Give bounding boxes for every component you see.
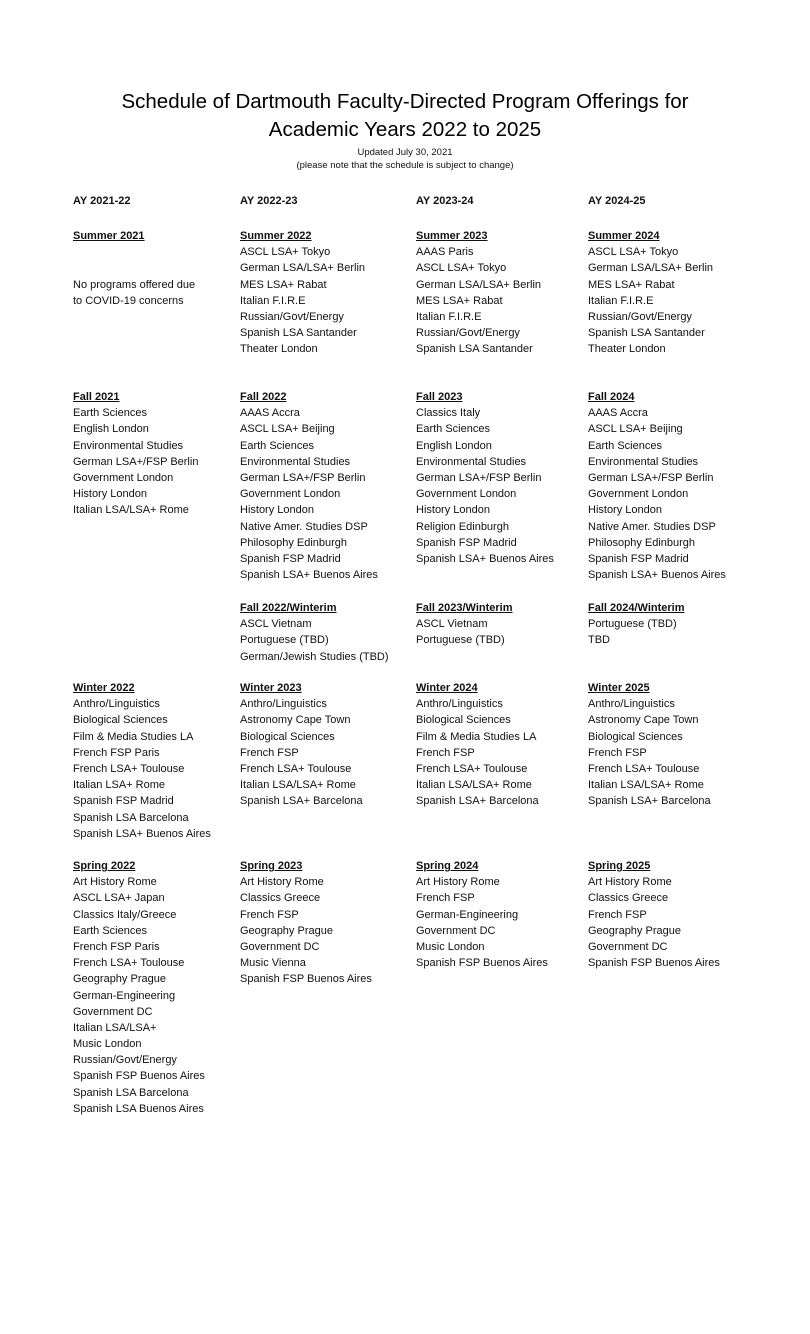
program-item: Classics Greece [588, 892, 669, 905]
program-item: Art History Rome [588, 876, 672, 889]
program-item: Spanish LSA+ Barcelona [240, 795, 363, 808]
fall-term-block [73, 389, 198, 519]
program-item: Biological Sciences [416, 714, 511, 727]
program-item: AAAS Accra [240, 407, 300, 420]
winter-term-block [416, 680, 539, 810]
program-item: French FSP [588, 908, 647, 921]
program-item: Spanish FSP Madrid [240, 552, 341, 565]
program-item: Russian/Govt/Energy [416, 327, 520, 340]
program-item [73, 260, 195, 276]
program-item: ASCL Vietnam [416, 618, 488, 631]
spring-term-block [588, 858, 720, 971]
program-item: Earth Sciences [73, 407, 147, 420]
program-item: Environmental Studies [416, 455, 527, 468]
program-item: Biological Sciences [73, 714, 168, 727]
program-item: Italian F.I.R.E [588, 294, 654, 307]
term-heading: Fall 2024/Winterim [588, 602, 685, 614]
program-item: French LSA+ Toulouse [240, 762, 352, 775]
program-item: Italian LSA/LSA+ Rome [73, 504, 189, 517]
winterim-term-block [588, 600, 685, 649]
program-item: Theater London [240, 343, 318, 356]
program-item: ASCL LSA+ Beijing [240, 423, 335, 436]
program-item: German LSA+/FSP Berlin [240, 471, 366, 484]
program-item: Government DC [240, 940, 320, 953]
program-item: Music London [416, 940, 485, 953]
program-item: Music London [73, 1038, 142, 1051]
summer-term-block [588, 228, 713, 358]
program-item: Italian LSA/LSA+ Rome [588, 779, 704, 792]
winter-term-block [240, 680, 363, 810]
program-item: German LSA+/FSP Berlin [588, 471, 714, 484]
program-item: English London [416, 439, 492, 452]
winter-term-block [588, 680, 711, 810]
program-item: French LSA+ Toulouse [73, 762, 185, 775]
subtitle [0, 146, 810, 172]
program-item: Spanish LSA Santander [240, 327, 357, 340]
program-item: Philosophy Edinburgh [240, 536, 348, 549]
program-item: Native Amer. Studies DSP [588, 520, 716, 533]
program-item: Spanish FSP Madrid [416, 536, 517, 549]
term-heading: Fall 2022 [240, 391, 287, 403]
spring-term-block [73, 858, 205, 1117]
program-item: MES LSA+ Rabat [240, 278, 327, 291]
program-item: English London [73, 423, 149, 436]
program-item: Film & Media Studies LA [73, 730, 194, 743]
program-item: ASCL LSA+ Beijing [588, 423, 683, 436]
program-item: Government London [73, 471, 174, 484]
program-item: Geography Prague [240, 924, 333, 937]
program-item: ASCL LSA+ Japan [73, 892, 165, 905]
program-item: Earth Sciences [240, 439, 314, 452]
winter-term-block [73, 680, 211, 842]
program-item: Anthro/Linguistics [416, 698, 503, 711]
program-item: Government London [588, 488, 689, 501]
term-heading: Fall 2023 [416, 391, 463, 403]
term-heading: Winter 2025 [588, 682, 650, 694]
academic-year-heading: AY 2024-25 [588, 195, 646, 207]
program-item: Biological Sciences [588, 730, 683, 743]
term-heading: Summer 2024 [588, 230, 660, 242]
program-item: Italian LSA/LSA+ Rome [240, 779, 356, 792]
program-item: Earth Sciences [416, 423, 490, 436]
term-heading: Fall 2021 [73, 391, 120, 403]
program-item: French FSP [240, 908, 299, 921]
document-title [0, 88, 810, 144]
program-item: Government London [416, 488, 517, 501]
program-item: Environmental Studies [73, 439, 184, 452]
term-heading: Fall 2024 [588, 391, 635, 403]
program-item: Government London [240, 488, 341, 501]
program-item: to COVID-19 concerns [73, 294, 184, 307]
title-line-2: Academic Years 2022 to 2025 [268, 118, 542, 141]
program-item: History London [588, 504, 662, 517]
program-item: Music Vienna [240, 957, 306, 970]
program-item: No programs offered due [73, 278, 196, 291]
program-item: Astronomy Cape Town [240, 714, 351, 727]
program-item: Religion Edinburgh [416, 520, 509, 533]
program-item: German LSA/LSA+ Berlin [588, 262, 714, 275]
term-heading: Winter 2022 [73, 682, 135, 694]
summer-term-block [73, 228, 195, 309]
program-item: History London [240, 504, 314, 517]
program-item: French FSP [416, 746, 475, 759]
program-item: Government DC [416, 924, 496, 937]
fall-term-block [240, 389, 378, 583]
term-heading: Spring 2022 [73, 860, 136, 872]
program-item: Russian/Govt/Energy [240, 310, 344, 323]
program-item: TBD [588, 634, 610, 647]
term-heading: Spring 2023 [240, 860, 303, 872]
program-item: Classics Greece [240, 892, 321, 905]
program-item: French FSP Paris [73, 746, 160, 759]
program-item: Russian/Govt/Energy [588, 310, 692, 323]
term-heading: Fall 2023/Winterim [416, 602, 513, 614]
program-item: German LSA/LSA+ Berlin [240, 262, 366, 275]
program-item: Biological Sciences [240, 730, 335, 743]
program-item: French FSP [240, 746, 299, 759]
program-item: Spanish FSP Buenos Aires [73, 1070, 205, 1083]
program-item: Russian/Govt/Energy [73, 1054, 177, 1067]
fall-term-block [588, 389, 726, 583]
program-item: Spanish LSA Buenos Aires [73, 1102, 204, 1115]
program-item [73, 244, 195, 260]
program-item: Spanish LSA Barcelona [73, 1086, 189, 1099]
title-line-1: Schedule of Dartmouth Faculty-Directed Program Offerings for [121, 90, 689, 113]
program-item: Government DC [588, 940, 668, 953]
program-item: Italian LSA/LSA+ [73, 1021, 157, 1034]
program-item: Italian F.I.R.E [240, 294, 306, 307]
program-item: Spanish LSA+ Buenos Aires [73, 827, 211, 840]
program-item: Philosophy Edinburgh [588, 536, 696, 549]
updated-date: Updated July 30, 2021 [357, 147, 453, 158]
summer-term-block [240, 228, 365, 358]
program-item: Italian LSA/LSA+ Rome [416, 779, 532, 792]
program-item: Italian LSA+ Rome [73, 779, 166, 792]
program-item: MES LSA+ Rabat [588, 278, 675, 291]
program-item: Art History Rome [416, 876, 500, 889]
academic-year-heading: AY 2021-22 [73, 195, 131, 207]
program-item: Spanish FSP Madrid [73, 795, 174, 808]
program-item: AAAS Accra [588, 407, 648, 420]
program-item: Geography Prague [73, 973, 166, 986]
program-item: German LSA+/FSP Berlin [416, 471, 542, 484]
program-item: Spanish LSA+ Buenos Aires [416, 552, 554, 565]
program-item: Art History Rome [240, 876, 324, 889]
program-item: Spanish LSA+ Barcelona [416, 795, 539, 808]
term-heading: Spring 2024 [416, 860, 479, 872]
term-heading: Summer 2023 [416, 230, 488, 242]
schedule-note: (please note that the schedule is subject to change) [296, 160, 514, 171]
winterim-term-block [416, 600, 513, 649]
program-item: Environmental Studies [240, 455, 351, 468]
term-heading: Summer 2021 [73, 230, 145, 242]
program-item: History London [416, 504, 490, 517]
program-item: German-Engineering [416, 908, 519, 921]
program-item: French FSP [588, 746, 647, 759]
program-item: Classics Italy/Greece [73, 908, 177, 921]
program-item: Earth Sciences [588, 439, 662, 452]
term-heading: Spring 2025 [588, 860, 651, 872]
program-item: French LSA+ Toulouse [416, 762, 528, 775]
program-item: ASCL LSA+ Tokyo [588, 246, 679, 259]
program-item: French LSA+ Toulouse [588, 762, 700, 775]
program-item: Spanish LSA+ Buenos Aires [240, 569, 378, 582]
program-item: AAAS Paris [416, 246, 474, 259]
program-item: Anthro/Linguistics [240, 698, 327, 711]
program-item: Classics Italy [416, 407, 481, 420]
program-item: Art History Rome [73, 876, 157, 889]
program-item: Spanish FSP Buenos Aires [588, 957, 720, 970]
program-item: French FSP [416, 892, 475, 905]
program-item: French FSP Paris [73, 940, 160, 953]
term-heading: Winter 2024 [416, 682, 478, 694]
program-item: German/Jewish Studies (TBD) [240, 650, 389, 663]
program-item: Italian F.I.R.E [416, 310, 482, 323]
program-item: Native Amer. Studies DSP [240, 520, 368, 533]
program-item: Spanish LSA Santander [416, 343, 533, 356]
program-item: ASCL LSA+ Tokyo [416, 262, 507, 275]
program-item: MES LSA+ Rabat [416, 294, 503, 307]
program-item: Portuguese (TBD) [416, 634, 505, 647]
term-heading: Summer 2022 [240, 230, 312, 242]
program-item: Spanish LSA Santander [588, 327, 705, 340]
program-item: Spanish FSP Buenos Aires [416, 957, 548, 970]
program-item: Astronomy Cape Town [588, 714, 699, 727]
program-item: ASCL Vietnam [240, 618, 312, 631]
program-item: Anthro/Linguistics [73, 698, 160, 711]
winterim-term-block [240, 600, 389, 665]
program-item: German LSA+/FSP Berlin [73, 455, 199, 468]
program-item: Anthro/Linguistics [588, 698, 675, 711]
program-item: Spanish LSA+ Barcelona [588, 795, 711, 808]
term-heading: Fall 2022/Winterim [240, 602, 337, 614]
program-item: Environmental Studies [588, 455, 699, 468]
program-item: Film & Media Studies LA [416, 730, 537, 743]
program-item: German LSA/LSA+ Berlin [416, 278, 542, 291]
program-item: Portuguese (TBD) [240, 634, 329, 647]
program-item: Spanish LSA+ Buenos Aires [588, 569, 726, 582]
program-item: French LSA+ Toulouse [73, 957, 185, 970]
spring-term-block [416, 858, 548, 971]
program-item: Spanish LSA Barcelona [73, 811, 189, 824]
academic-year-heading: AY 2022-23 [240, 195, 298, 207]
program-item: Spanish FSP Madrid [588, 552, 689, 565]
program-item: Theater London [588, 343, 666, 356]
program-item: Spanish FSP Buenos Aires [240, 973, 372, 986]
program-item: Earth Sciences [73, 924, 147, 937]
program-item: Government DC [73, 1005, 153, 1018]
summer-term-block [416, 228, 541, 358]
program-item: History London [73, 488, 147, 501]
program-item: Portuguese (TBD) [588, 618, 677, 631]
program-item: German-Engineering [73, 989, 176, 1002]
program-item: Geography Prague [588, 924, 681, 937]
spring-term-block [240, 858, 372, 988]
academic-year-heading: AY 2023-24 [416, 195, 474, 207]
fall-term-block [416, 389, 554, 567]
term-heading: Winter 2023 [240, 682, 302, 694]
program-item: ASCL LSA+ Tokyo [240, 246, 331, 259]
